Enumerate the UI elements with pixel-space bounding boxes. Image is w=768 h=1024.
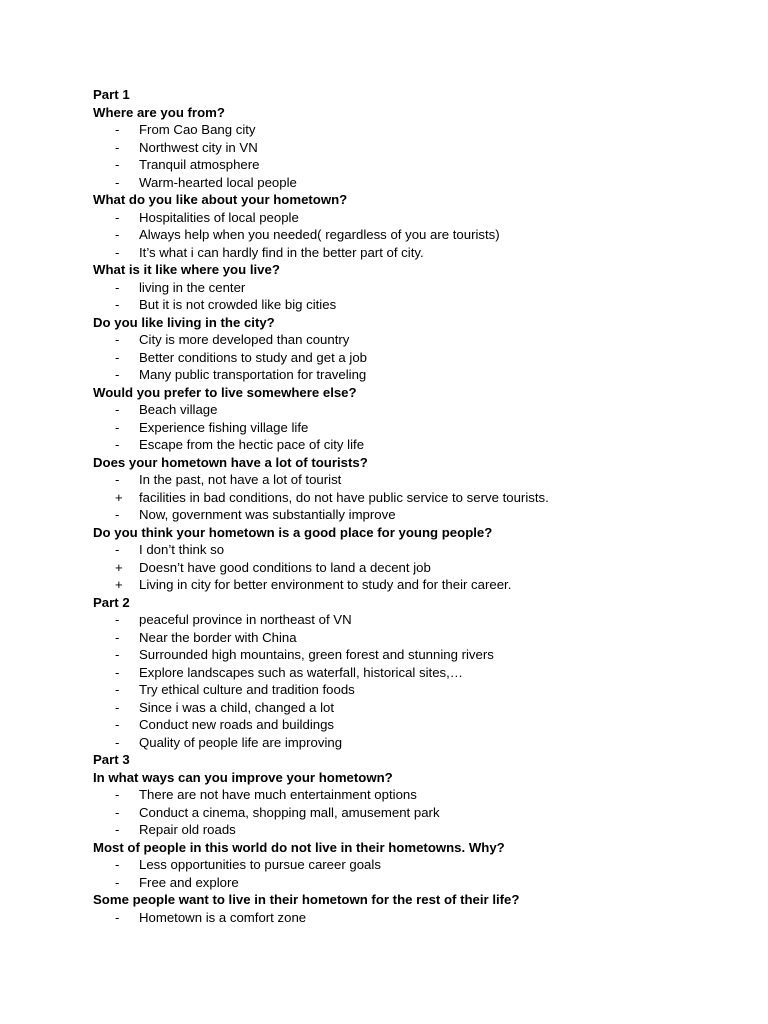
list-item (93, 279, 733, 297)
list-item-text: But it is not crowded like big cities (139, 297, 337, 312)
list-item (93, 664, 733, 682)
bullet-marker: - (115, 122, 120, 137)
list-item (93, 821, 733, 839)
list-item-text: In the past, not have a lot of tourist (139, 472, 342, 487)
list-item (93, 401, 733, 419)
list-item (93, 874, 733, 892)
section-heading: Does your hometown have a lot of tourists? (93, 454, 368, 470)
list-item (93, 646, 733, 664)
list-item-text: Conduct new roads and buildings (139, 717, 335, 732)
bullet-marker: - (115, 209, 120, 225)
bullet-marker: + (115, 577, 123, 592)
section-heading: Some people want to live in their hometown for the rest of their life? (93, 892, 520, 907)
section-heading: What is it like where you live? (93, 262, 280, 277)
section-heading: Do you like living in the city? (93, 314, 275, 330)
bullet-marker: - (115, 419, 120, 435)
section-heading: Part 3 (93, 752, 130, 767)
bullet-marker: - (115, 612, 120, 627)
list-item (93, 734, 733, 752)
bullet-marker: - (115, 157, 120, 172)
document-body (93, 86, 733, 926)
list-item-text: Beach village (139, 402, 218, 417)
list-item-text: Near the border with China (139, 629, 297, 645)
section-heading: What do you like about your hometown? (93, 192, 348, 207)
list-item-text: Experience fishing village life (139, 419, 309, 435)
list-item-text: Hospitalities of local people (139, 209, 299, 225)
list-item-text: Hometown is a comfort zone (139, 909, 307, 925)
bullet-marker: - (115, 349, 120, 365)
list-item (93, 576, 733, 594)
list-item (93, 139, 733, 157)
bullet-marker: - (115, 647, 120, 662)
bullet-marker: + (115, 489, 123, 505)
bullet-marker: - (115, 279, 120, 295)
list-item-text: Repair old roads (139, 822, 236, 837)
list-item-text: Conduct a cinema, shopping mall, amusement park (139, 804, 440, 820)
list-item-text: Explore landscapes such as waterfall, historical sites,… (139, 664, 463, 680)
list-item-text: facilities in bad conditions, do not have public service to serve tourists. (139, 489, 549, 505)
bullet-marker: - (115, 734, 120, 750)
list-item-text: Less opportunities to pursue career goals (139, 857, 381, 872)
list-item (93, 244, 733, 262)
list-item-text: Since i was a child, changed a lot (139, 699, 334, 715)
list-item-text: Northwest city in VN (139, 139, 258, 155)
list-item-text: Try ethical culture and tradition foods (139, 682, 355, 697)
bullet-marker: - (115, 629, 120, 645)
list-item-text: Surrounded high mountains, green forest and stunning rivers (139, 647, 494, 662)
list-item (93, 804, 733, 822)
list-item-text: Warm-hearted local people (139, 174, 297, 190)
section-heading: Where are you from? (93, 104, 225, 120)
bullet-marker: - (115, 332, 120, 347)
list-item (93, 349, 733, 367)
bullet-marker: - (115, 139, 120, 155)
list-item-text: There are not have much entertainment options (139, 787, 417, 802)
list-item-text: Tranquil atmosphere (139, 157, 260, 172)
list-item (93, 716, 733, 734)
list-item-text: living in the center (139, 279, 246, 295)
bullet-marker: - (115, 699, 120, 715)
bullet-marker: - (115, 244, 120, 260)
list-item (93, 156, 733, 174)
bullet-marker: - (115, 804, 120, 820)
list-item (93, 366, 733, 384)
list-item (93, 681, 733, 699)
list-item-text: Quality of people life are improving (139, 734, 343, 750)
bullet-marker: - (115, 472, 120, 487)
list-item (93, 296, 733, 314)
list-item (93, 506, 733, 524)
section-heading: Most of people in this world do not live in their hometowns. Why? (93, 839, 505, 855)
bullet-marker: - (115, 437, 120, 452)
list-item-text: City is more developed than country (139, 332, 350, 347)
bullet-marker: - (115, 874, 120, 890)
section-heading: Part 2 (93, 594, 130, 610)
list-item-text: Escape from the hectic pace of city life (139, 437, 365, 452)
list-item (93, 209, 733, 227)
list-item (93, 611, 733, 629)
list-item-text: Many public transportation for traveling (139, 367, 367, 382)
list-item (93, 856, 733, 874)
bullet-marker: - (115, 542, 120, 557)
list-item-text: Living in city for better environment to study and for their career. (139, 577, 512, 592)
list-item (93, 331, 733, 349)
bullet-marker: - (115, 857, 120, 872)
bullet-marker: - (115, 174, 120, 190)
list-item-text: Always help when you needed( regardless of you are tourists) (139, 227, 500, 242)
list-item (93, 489, 733, 507)
list-item (93, 559, 733, 577)
list-item-text: From Cao Bang city (139, 122, 256, 137)
list-item (93, 699, 733, 717)
list-item (93, 419, 733, 437)
list-item (93, 174, 733, 192)
section-heading: Do you think your hometown is a good place for young people? (93, 524, 493, 540)
list-item (93, 436, 733, 454)
list-item (93, 121, 733, 139)
list-item-text: I don’t think so (139, 542, 225, 557)
bullet-marker: - (115, 909, 120, 925)
bullet-marker: - (115, 787, 120, 802)
list-item-text: It’s what i can hardly find in the better part of city. (139, 244, 424, 260)
bullet-marker: - (115, 664, 120, 680)
list-item (93, 226, 733, 244)
list-item-text: Better conditions to study and get a job (139, 349, 367, 365)
list-item (93, 786, 733, 804)
bullet-marker: - (115, 682, 120, 697)
bullet-marker: - (115, 297, 120, 312)
bullet-marker: + (115, 559, 123, 575)
bullet-marker: - (115, 507, 120, 522)
section-heading: Would you prefer to live somewhere else? (93, 384, 357, 400)
list-item (93, 909, 733, 927)
list-item-text: peaceful province in northeast of VN (139, 612, 352, 627)
list-item (93, 541, 733, 559)
bullet-marker: - (115, 227, 120, 242)
bullet-marker: - (115, 367, 120, 382)
section-heading: Part 1 (93, 87, 130, 102)
bullet-marker: - (115, 402, 120, 417)
list-item-text: Now, government was substantially improve (139, 507, 396, 522)
bullet-marker: - (115, 822, 120, 837)
list-item-text: Doesn’t have good conditions to land a decent job (139, 559, 431, 575)
list-item (93, 629, 733, 647)
section-heading: In what ways can you improve your hometown? (93, 769, 393, 785)
list-item-text: Free and explore (139, 874, 239, 890)
list-item (93, 471, 733, 489)
bullet-marker: - (115, 717, 120, 732)
